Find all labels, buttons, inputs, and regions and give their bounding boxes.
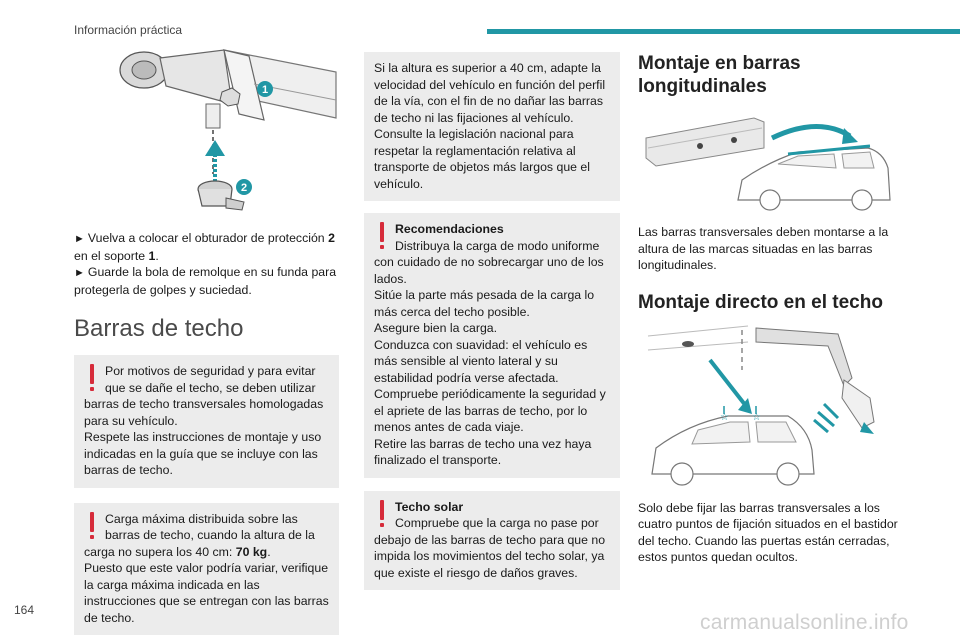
watermark: carmanualsonline.info	[700, 611, 909, 634]
steps	[74, 230, 339, 298]
page-number: 164	[14, 603, 35, 617]
step-arrow-icon: ►	[74, 267, 85, 279]
step-arrow-icon: ►	[74, 233, 85, 245]
callout-1: 1	[261, 84, 269, 96]
warning-icon	[88, 512, 96, 542]
tow-ball-cap-illustration	[74, 44, 339, 216]
column-1	[74, 44, 339, 635]
longitudinal-bars-illustration	[638, 108, 903, 214]
running-header: Información práctica	[74, 23, 183, 37]
warning-box-2: Carga máxima distribuida sobre las barras de techo, cuando la altura de la carga no supera los 40 cm: 70 kg. Puesto que este valor podría variar, verifique la carga máxima indicada en las instrucciones que se entregan con las barras de techo.	[74, 503, 339, 636]
paragraph-longitudinal: Las barras transversales deben montarse a la altura de las marcas situadas en las barras longitudinales.	[638, 225, 889, 272]
heading-longitudinal-bars: Montaje en barras longitudinales	[638, 53, 801, 97]
warning-icon	[378, 222, 386, 252]
step-2: ► Guarde la bola de remolque en su funda para protegerla de golpes y suciedad.	[74, 265, 337, 297]
callout-2: 2	[240, 182, 248, 194]
info-box-height: Si la altura es superior a 40 cm, adapte la velocidad del vehículo en función del perfil de la vía, con el fin de no dañar las barras de techo ni las fijaciones al vehículo. Consulte la legislación nacional para respetar la reglamentación relativa al transporte de objetos más largos que el vehículo.	[364, 52, 620, 201]
header-accent-bar	[487, 29, 960, 34]
sunroof-box: Techo solar Compruebe que la carga no pase por debajo de las barras de techo para que no impida los movimientos del techo solar, ya que existe el riesgo de daños graves.	[364, 491, 620, 591]
column-2	[364, 52, 620, 590]
paragraph-direct-roof: Solo debe fijar las barras transversales a los cuatro puntos de fijación situados en el bastidor del techo. Cuando las puertas están cerradas, estos puntos quedan ocultos.	[638, 500, 898, 564]
warning-box-1: Por motivos de seguridad y para evitar que se dañe el techo, se deben utilizar barras de techo transversales homologadas para su vehículo. Respete las instrucciones de montaje y uso indicadas en la guía que se incluye con las barras de techo.	[74, 355, 339, 488]
step-1: ► Vuelva a colocar el obturador de protección 2 en el soporte 1.	[74, 231, 335, 263]
column-3	[638, 52, 906, 566]
svg-text:☆: ☆	[720, 411, 729, 423]
section-title: Barras de techo	[74, 315, 244, 342]
heading-direct-roof: Montaje directo en el techo	[638, 291, 883, 313]
warning-icon	[378, 500, 386, 530]
svg-text:☆: ☆	[752, 411, 761, 423]
warning-icon	[88, 364, 96, 394]
direct-roof-mount-illustration	[638, 324, 903, 492]
recommendations-box: Recomendaciones Distribuya la carga de modo uniforme con cuidado de no sobrecargar uno de los lados. Sitúe la parte más pesada de la carga lo más cerca del techo posible. Asegure bien la carga. Conduzca con suavidad: el vehículo es más sensible al viento lateral y su estabilidad podría verse afectada. Compruebe periódicamente la seguridad y el apriete de las barras de techo, por lo menos antes de cada viaje. Retire las barras de techo una vez haya finalizado el transporte.	[364, 213, 620, 478]
